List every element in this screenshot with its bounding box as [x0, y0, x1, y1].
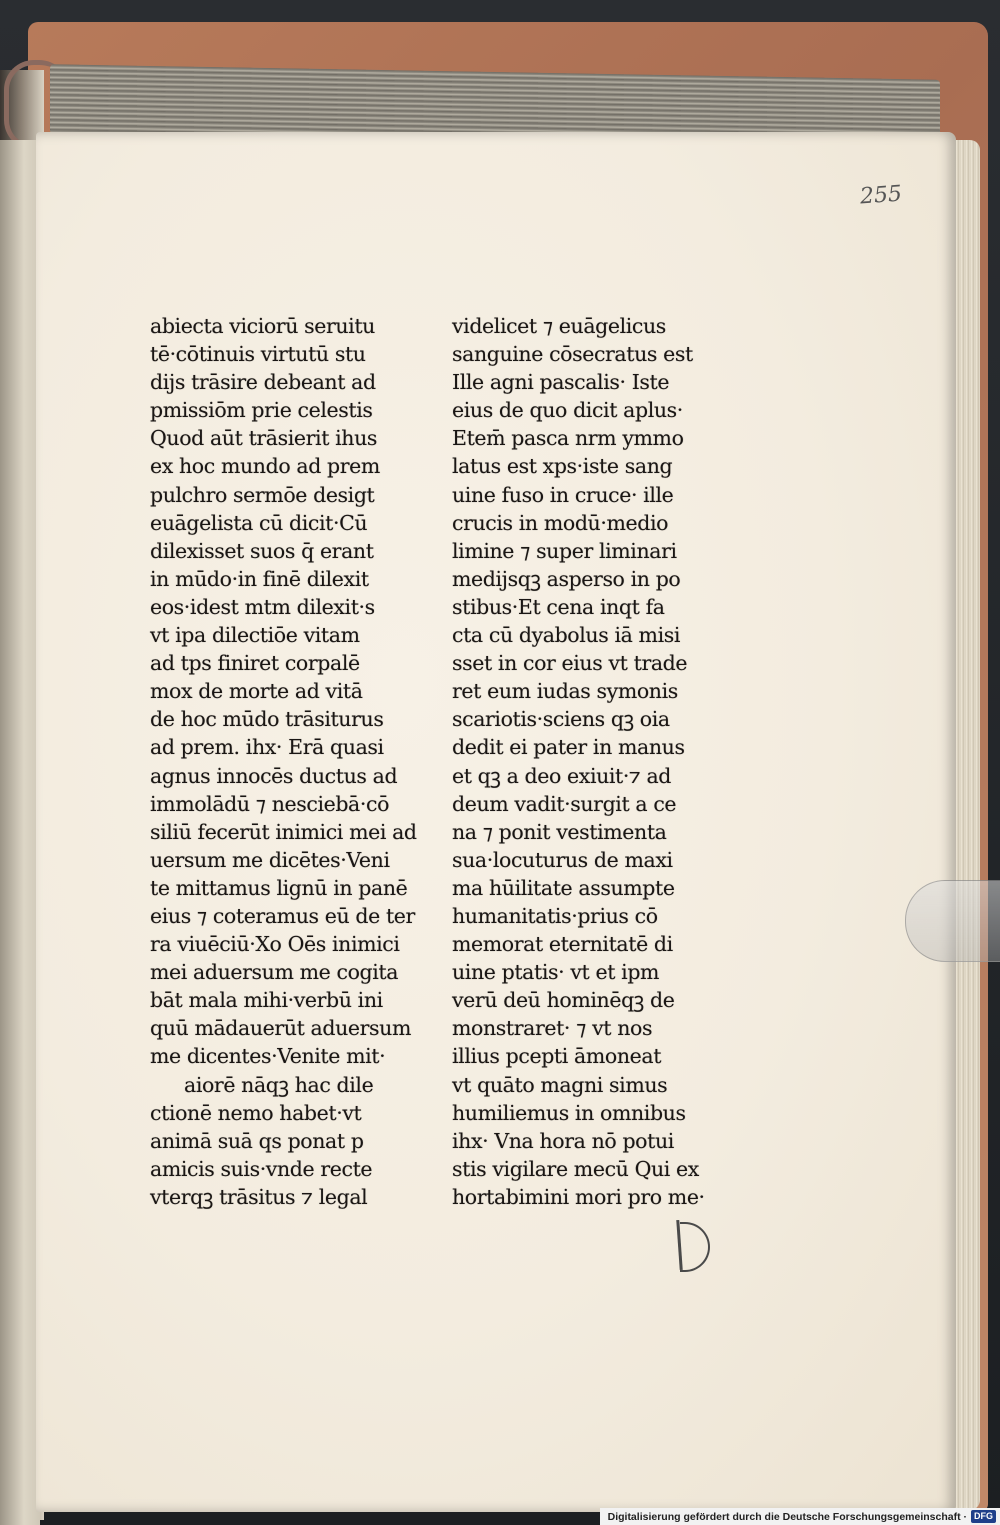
text-line: na ⁊ ponit vestimenta — [452, 819, 667, 844]
text-line: humiliemus in omnibus — [452, 1100, 686, 1125]
text-line: ma hūilitate assumpte — [452, 875, 675, 900]
text-line: et qꝫ a deo exiuit·⁊ ad — [452, 763, 672, 788]
text-line: videlicet ⁊ euāgelicus — [452, 314, 666, 338]
footer-credit: Digitalisierung gefördert durch die Deutsche Forschungsgemeinschaft · — [607, 1510, 967, 1523]
text-line: abiecta viciorū seruitu — [150, 314, 375, 338]
text-line: stis vigilare mecū Qui ex — [452, 1156, 699, 1181]
text-line: Quod aūt trāsierit ihus — [150, 426, 378, 451]
text-line: latus est xps·iste sang — [452, 454, 673, 479]
text-line: amicis suis·vnde recte — [150, 1156, 373, 1181]
text-line: tē·cōtinuis virtutū stu — [150, 342, 366, 367]
text-line: uine ptatis· vt et ipm — [452, 960, 660, 985]
text-line: mox de morte ad vitā — [150, 679, 363, 704]
text-column-left — [150, 312, 417, 1211]
text-line: medijsqꝫ asperso in po — [452, 566, 681, 591]
text-line: ctionē nemo habet·vt — [150, 1100, 362, 1125]
text-line: cta cū dyabolus iā misi — [452, 623, 681, 648]
text-line: eius ⁊ coteramus eū de ter — [150, 903, 415, 928]
text-line: stibus·Et cena inqt fa — [452, 594, 665, 619]
text-line: Etem̄ pasca nrm ymmo — [452, 426, 684, 451]
text-line: vterqꝫ trāsitus ⁊ legal — [150, 1184, 368, 1209]
text-line: in mūdo·in finē dilexit — [150, 566, 369, 591]
text-line: ex hoc mundo ad prem — [150, 454, 380, 479]
text-line: eius de quo dicit aplus· — [452, 398, 683, 423]
text-line: dijs trāsire debeant ad — [150, 370, 376, 395]
text-line: limine ⁊ super liminari — [452, 538, 677, 563]
text-line: animā suā qs ponat p — [150, 1128, 364, 1153]
text-line: deum vadit·surgit a ce — [452, 791, 677, 816]
text-line: ret eum iudas symonis — [452, 679, 678, 704]
folio-number: 255 — [859, 181, 903, 210]
text-line: agnus innocēs ductus ad — [150, 763, 398, 788]
text-line: bāt mala mihi·verbū ini — [150, 988, 383, 1013]
text-line: illius pcepti āmoneat — [452, 1044, 662, 1069]
dfg-logo: DFG — [971, 1510, 996, 1523]
text-line: pulchro sermōe desigt — [150, 482, 375, 507]
text-line: monstraret· ⁊ vt nos — [452, 1016, 653, 1041]
text-line: ihx· Vna hora nō potui — [452, 1128, 674, 1153]
text-line: crucis in modū·medio — [452, 510, 669, 535]
text-line: aiorē nāqꝫ hac dile — [184, 1072, 374, 1097]
text-line: ad prem. ihx· Erā quasi — [150, 735, 384, 760]
text-line: uine fuso in cruce· ille — [452, 482, 674, 507]
text-line: immolādū ⁊ nesciebā·cō — [150, 791, 390, 816]
text-column-right — [452, 312, 722, 1211]
text-line: memorat eternitatē di — [452, 932, 673, 957]
text-line: verū deū hominēqꝫ de — [452, 988, 675, 1013]
text-line: ad tps finiret corpalē — [150, 651, 360, 676]
text-line: me dicentes·Venite mit· — [150, 1044, 386, 1069]
text-line: Ille agni pascalis· Iste — [452, 370, 670, 395]
text-line: vt ipa dilectiōe vitam — [150, 623, 360, 648]
text-line: euāgelista cū dicit·Cū — [150, 510, 368, 535]
text-line: siliū fecerūt inimici mei ad — [150, 819, 417, 844]
text-line: hortabimini mori pro me· — [452, 1184, 705, 1209]
text-line: eos·idest mtm dilexit·s — [150, 594, 375, 619]
text-line: sanguine cōsecratus est — [452, 342, 693, 367]
page-clip — [905, 880, 1000, 962]
text-line: sua·locuturus de maxi — [452, 847, 673, 872]
text-line: pmissiōm prie celestis — [150, 398, 373, 423]
footer-bar — [600, 1508, 1000, 1525]
text-line: ra viuēciū·Xo Oēs inimici — [150, 932, 400, 957]
text-line: uersum me dicētes·Veni — [150, 847, 390, 872]
text-line: quū mādauerūt aduersum — [150, 1016, 411, 1041]
text-line: dedit ei pater in manus — [452, 735, 685, 760]
facing-page-edge — [0, 140, 40, 1525]
text-line: de hoc mūdo trāsiturus — [150, 707, 384, 732]
text-line: mei aduersum me cogita — [150, 960, 399, 985]
text-line: sset in cor eius vt trade — [452, 651, 688, 676]
text-line: te mittamus lignū in panē — [150, 875, 408, 900]
text-line: dilexisset suos q̄ erant — [150, 538, 374, 563]
text-line: scariotis·sciens qꝫ oia — [452, 707, 670, 732]
text-line: humanitatis·prius cō — [452, 903, 658, 928]
text-line: vt quāto magni simus — [452, 1072, 668, 1097]
